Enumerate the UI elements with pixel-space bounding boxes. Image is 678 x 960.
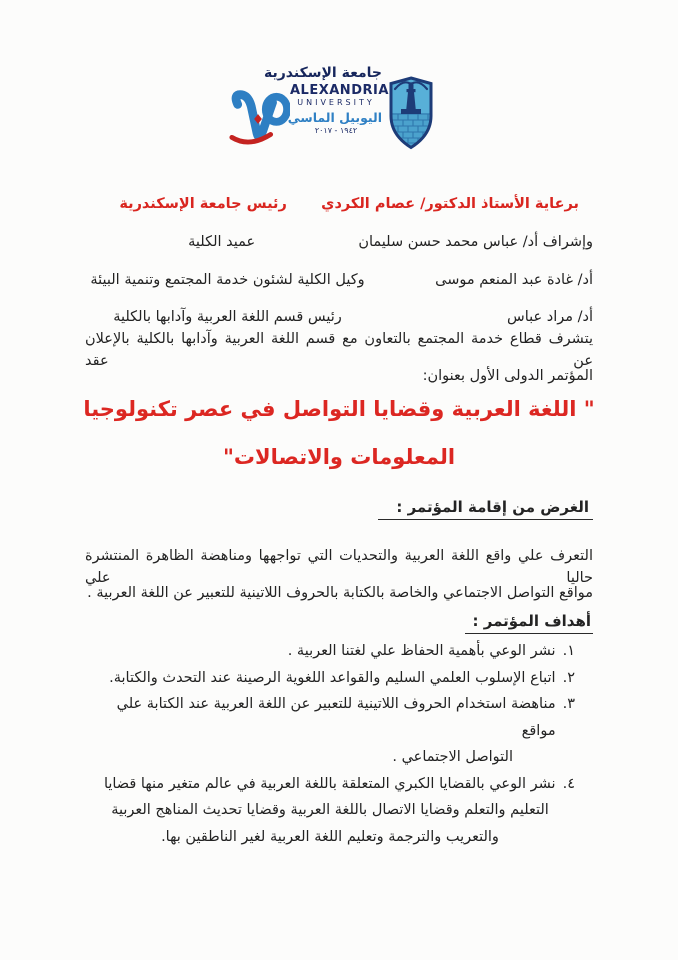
list-item-continuation: التواصل الاجتماعي . xyxy=(392,749,513,765)
list-item xyxy=(85,638,575,665)
goals-heading xyxy=(85,612,593,634)
goals-list xyxy=(85,638,575,850)
lighthouse-shield-icon xyxy=(388,76,434,150)
supervisor-title: رئيس قسم اللغة العربية وآدابها بالكلية xyxy=(113,309,342,325)
supervisor-name: أد/ مراد عباس xyxy=(507,309,593,325)
logo-jubilee-label: اليوبيل الماسي xyxy=(287,109,382,125)
supervisor-row xyxy=(85,306,593,330)
goals-heading-text: أهداف المؤتمر : xyxy=(465,612,593,634)
conference-title-line-2: المعلومات والاتصالات" xyxy=(222,445,456,469)
list-item-text: نشر الوعي بأهمية الحفاظ علي لغتنا العربية . xyxy=(287,643,556,659)
purpose-heading xyxy=(85,498,593,520)
logo-arabic-calligraphy: جامعة الإسكندرية xyxy=(263,65,382,81)
list-item-text: مناهضة استخدام الحروف اللاتينية للتعبير عن اللغة العربية عند الكتابة علي مواقع xyxy=(116,696,556,739)
patronage-header-row xyxy=(85,193,593,217)
diamond-jubilee-75-icon xyxy=(228,82,290,154)
logo-latin-name: ALEXANDRIA xyxy=(290,82,389,98)
supervisor-title: وكيل الكلية لشئون خدمة المجتمع وتنمية البيئة xyxy=(90,272,365,288)
list-item xyxy=(85,691,575,744)
list-item-number: ١. xyxy=(562,643,575,659)
supervisor-row xyxy=(85,269,593,293)
list-item-text: نشر الوعي بالقضايا الكبري المتعلقة باللغة العربية في عالم متغير منها قضايا xyxy=(103,775,556,792)
list-item xyxy=(85,771,575,798)
list-item-continuation: والتعريب والترجمة وتعليم اللغة العربية لغير الناطقين بها. xyxy=(161,828,499,845)
conference-title-line-1: " اللغة العربية وقضايا التواصل في عصر تكنولوجيا xyxy=(83,397,595,421)
list-item xyxy=(85,665,575,692)
announcement-line-1: يتشرف قطاع خدمة المجتمع بالتعاون مع قسم اللغة العربية وآدابها بالكلية بالإعلان عن عقد xyxy=(85,331,593,369)
purpose-line-2: مواقع التواصل الاجتماعي والخاصة بالكتابة بالحروف اللاتينية للتعبير عن اللغة العربية . xyxy=(87,585,593,601)
supervisor-name: وإشراف أد/ عباس محمد حسن سليمان xyxy=(358,234,593,250)
list-item-number: ٣. xyxy=(562,696,575,712)
list-item-number: ٤. xyxy=(562,775,575,792)
supervisor-row xyxy=(85,231,593,255)
purpose-line-1: التعرف علي واقع اللغة العربية والتحديات التي تواجهها ومناهضة الظاهرة المنتشرة حاليا علي xyxy=(85,548,593,586)
logo-years: ١٩٤٢ - ٢٠١٧ xyxy=(314,125,358,135)
list-item-number: ٢. xyxy=(562,669,575,686)
logo-latin-university: UNIVERSITY xyxy=(297,98,375,108)
supervisor-title: عميد الكلية xyxy=(188,234,256,250)
logo-text-block xyxy=(263,65,389,135)
patron-title: رئيس جامعة الإسكندرية xyxy=(119,196,287,212)
list-item-text: اتباع الإسلوب العلمي السليم والقواعد اللغوية الرصينة عند التحدث والكتابة. xyxy=(109,669,556,686)
supervisor-name: أد/ غادة عبد المنعم موسى xyxy=(435,272,593,288)
list-item-continuation: التعليم والتعلم وقضايا الاتصال باللغة العربية وقضايا تحديث المناهج العربية xyxy=(111,802,549,818)
patron-name: برعاية الأستاذ الدكتور/ عصام الكردي xyxy=(321,196,579,212)
university-logo xyxy=(228,60,434,166)
announcement-line-2: المؤتمر الدولى الأول بعنوان: xyxy=(422,368,593,384)
purpose-heading-text: الغرض من إقامة المؤتمر : xyxy=(378,498,593,520)
